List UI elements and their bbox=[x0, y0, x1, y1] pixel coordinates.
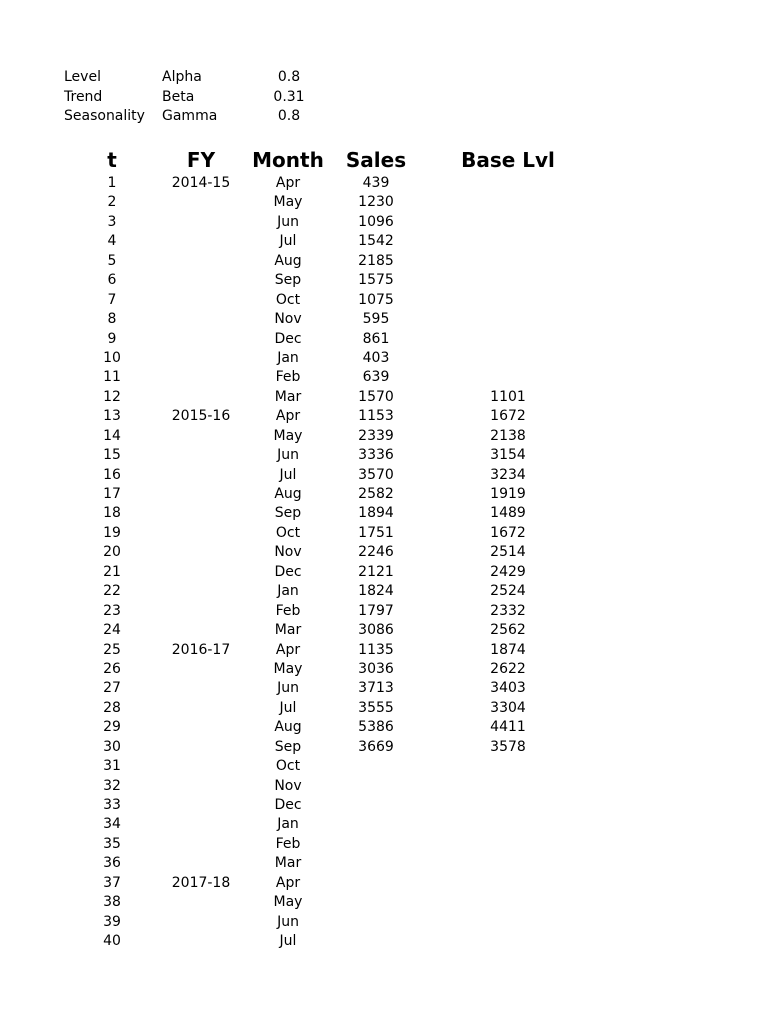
cell-month: May bbox=[273, 660, 303, 677]
cell-month: Nov bbox=[274, 544, 302, 561]
cell-sales: 1751 bbox=[358, 524, 394, 541]
cell-base-level: 2429 bbox=[490, 563, 526, 580]
cell-sales: 1570 bbox=[358, 388, 394, 405]
cell-t: 39 bbox=[103, 913, 121, 930]
table-row bbox=[0, 349, 768, 368]
parameter-symbol: Alpha bbox=[162, 69, 202, 85]
cell-sales: 1894 bbox=[358, 505, 394, 522]
cell-base-level: 1874 bbox=[490, 641, 526, 658]
cell-base-level: 1672 bbox=[490, 524, 526, 541]
cell-t: 27 bbox=[103, 680, 121, 697]
cell-sales: 2582 bbox=[358, 486, 394, 502]
cell-t: 40 bbox=[103, 933, 121, 950]
cell-month: Aug bbox=[274, 252, 302, 269]
cell-month: May bbox=[273, 427, 303, 444]
table-row bbox=[0, 563, 768, 582]
table-row bbox=[0, 252, 768, 271]
cell-base-level: 1489 bbox=[490, 505, 526, 522]
cell-month: Apr bbox=[275, 175, 301, 191]
cell-t: 11 bbox=[103, 369, 121, 386]
cell-month: Oct bbox=[275, 758, 301, 775]
cell-base-level: 2332 bbox=[490, 602, 526, 619]
cell-t: 21 bbox=[103, 563, 121, 580]
cell-month: Feb bbox=[275, 835, 301, 852]
cell-month: Aug bbox=[274, 719, 302, 736]
table-header bbox=[0, 147, 768, 173]
table-row bbox=[0, 368, 768, 387]
cell-month: Jul bbox=[279, 699, 297, 716]
cell-t: 8 bbox=[107, 311, 117, 328]
cell-t: 31 bbox=[103, 758, 121, 775]
cell-sales: 2246 bbox=[358, 544, 394, 561]
table-row bbox=[0, 718, 768, 737]
cell-month: Jul bbox=[279, 933, 297, 950]
cell-base-level: 2562 bbox=[490, 622, 526, 639]
table-row bbox=[0, 757, 768, 776]
table-row bbox=[0, 427, 768, 446]
table-row bbox=[0, 796, 768, 815]
cell-month: Apr bbox=[275, 408, 301, 425]
cell-sales: 439 bbox=[362, 175, 390, 191]
cell-t: 19 bbox=[103, 524, 121, 541]
cell-t: 6 bbox=[107, 272, 117, 289]
cell-fy: 2014-15 bbox=[171, 175, 231, 191]
cell-t: 32 bbox=[103, 777, 121, 794]
cell-sales: 2185 bbox=[358, 252, 394, 269]
cell-month: Jul bbox=[279, 466, 297, 483]
table-row bbox=[0, 602, 768, 621]
cell-base-level: 3154 bbox=[490, 447, 526, 464]
table-row bbox=[0, 582, 768, 601]
table-row bbox=[0, 893, 768, 912]
cell-t: 13 bbox=[103, 408, 121, 425]
table-row bbox=[0, 232, 768, 251]
cell-t: 29 bbox=[103, 719, 121, 736]
cell-sales: 1135 bbox=[358, 641, 394, 658]
parameter-symbol: Beta bbox=[162, 88, 195, 105]
cell-month: Jun bbox=[277, 913, 299, 930]
table-row bbox=[0, 543, 768, 562]
cell-sales: 1824 bbox=[358, 583, 394, 600]
table-row bbox=[0, 815, 768, 834]
cell-t: 22 bbox=[103, 583, 121, 600]
cell-t: 33 bbox=[103, 797, 121, 813]
cell-t: 1 bbox=[107, 175, 117, 191]
parameter-symbol: Gamma bbox=[162, 108, 218, 125]
cell-t: 35 bbox=[103, 835, 121, 852]
cell-month: Sep bbox=[274, 738, 302, 755]
cell-t: 26 bbox=[103, 660, 121, 677]
cell-t: 30 bbox=[103, 738, 121, 755]
table-row bbox=[0, 699, 768, 718]
cell-sales: 403 bbox=[362, 349, 390, 366]
cell-sales: 5386 bbox=[358, 719, 394, 736]
cell-month: Jan bbox=[277, 583, 299, 600]
table-row bbox=[0, 407, 768, 426]
cell-base-level: 2138 bbox=[490, 427, 526, 444]
table-row bbox=[0, 854, 768, 873]
cell-base-level: 4411 bbox=[490, 719, 526, 736]
cell-month: Dec bbox=[274, 797, 302, 813]
table-row bbox=[0, 738, 768, 757]
table-row bbox=[0, 932, 768, 951]
column-header-base-level: Base Lvl bbox=[461, 148, 555, 172]
cell-t: 23 bbox=[103, 602, 121, 619]
cell-t: 3 bbox=[107, 213, 117, 230]
cell-month: Mar bbox=[274, 388, 302, 405]
cell-fy: 2016-17 bbox=[171, 641, 231, 658]
parameter-value: 0.31 bbox=[273, 88, 305, 105]
cell-month: Jan bbox=[277, 816, 299, 833]
cell-t: 38 bbox=[103, 894, 121, 911]
table-row bbox=[0, 213, 768, 232]
cell-base-level: 1672 bbox=[490, 408, 526, 425]
cell-t: 20 bbox=[103, 544, 121, 561]
cell-month: Jun bbox=[277, 447, 299, 464]
cell-sales: 1230 bbox=[358, 194, 394, 211]
cell-month: Dec bbox=[274, 563, 302, 580]
table-row bbox=[0, 271, 768, 290]
cell-fy: 2015-16 bbox=[171, 408, 231, 425]
table-row bbox=[0, 660, 768, 679]
table-row bbox=[0, 193, 768, 212]
cell-base-level: 2622 bbox=[490, 660, 526, 677]
cell-sales: 1096 bbox=[358, 213, 394, 230]
cell-sales: 3669 bbox=[358, 738, 394, 755]
parameter-value: 0.8 bbox=[277, 108, 301, 125]
cell-sales: 1575 bbox=[358, 272, 394, 289]
table-row bbox=[0, 641, 768, 660]
cell-t: 5 bbox=[107, 252, 117, 269]
table-row bbox=[0, 291, 768, 310]
cell-month: Apr bbox=[275, 874, 301, 891]
cell-base-level: 3234 bbox=[490, 466, 526, 483]
cell-t: 17 bbox=[103, 486, 121, 502]
table-row bbox=[0, 874, 768, 893]
table-row bbox=[0, 679, 768, 698]
cell-base-level: 1919 bbox=[490, 486, 526, 502]
parameter-name: Seasonality bbox=[64, 108, 145, 125]
cell-month: Jun bbox=[277, 680, 299, 697]
cell-month: Nov bbox=[274, 777, 302, 794]
cell-t: 2 bbox=[107, 194, 117, 211]
cell-sales: 1797 bbox=[358, 602, 394, 619]
cell-base-level: 2524 bbox=[490, 583, 526, 600]
cell-sales: 1542 bbox=[358, 233, 394, 250]
cell-month: May bbox=[273, 194, 303, 211]
cell-sales: 3086 bbox=[358, 622, 394, 639]
cell-t: 28 bbox=[103, 699, 121, 716]
cell-base-level: 3403 bbox=[490, 680, 526, 697]
table-row bbox=[0, 330, 768, 349]
cell-month: Mar bbox=[274, 855, 302, 872]
cell-t: 4 bbox=[107, 233, 117, 250]
column-header-fy: FY bbox=[186, 148, 216, 172]
table-row bbox=[0, 310, 768, 329]
cell-base-level: 3304 bbox=[490, 699, 526, 716]
cell-month: Oct bbox=[275, 291, 301, 308]
cell-t: 15 bbox=[103, 447, 121, 464]
cell-sales: 3570 bbox=[358, 466, 394, 483]
cell-sales: 861 bbox=[362, 330, 390, 347]
column-header-sales: Sales bbox=[345, 148, 407, 172]
cell-base-level: 1101 bbox=[490, 388, 526, 405]
cell-sales: 2121 bbox=[358, 563, 394, 580]
cell-t: 7 bbox=[107, 291, 117, 308]
table-row bbox=[0, 777, 768, 796]
cell-month: Sep bbox=[274, 505, 302, 522]
cell-month: Oct bbox=[275, 524, 301, 541]
cell-sales: 3036 bbox=[358, 660, 394, 677]
cell-sales: 1153 bbox=[358, 408, 394, 425]
cell-month: Jun bbox=[277, 213, 299, 230]
cell-month: Jul bbox=[279, 233, 297, 250]
table-row bbox=[0, 174, 768, 193]
cell-sales: 595 bbox=[362, 311, 390, 328]
cell-sales: 2339 bbox=[358, 427, 394, 444]
cell-t: 34 bbox=[103, 816, 121, 833]
cell-month: Aug bbox=[274, 486, 302, 502]
cell-t: 9 bbox=[107, 330, 117, 347]
cell-month: May bbox=[273, 894, 303, 911]
cell-sales: 1075 bbox=[358, 291, 394, 308]
cell-month: Feb bbox=[275, 369, 301, 386]
cell-month: Jan bbox=[277, 349, 299, 366]
table-row bbox=[0, 913, 768, 932]
data-table bbox=[0, 174, 768, 952]
table-row bbox=[0, 388, 768, 407]
cell-t: 14 bbox=[103, 427, 121, 444]
table-row bbox=[0, 466, 768, 485]
table-row bbox=[0, 446, 768, 465]
parameter-name: Level bbox=[64, 69, 101, 85]
cell-base-level: 2514 bbox=[490, 544, 526, 561]
cell-month: Apr bbox=[275, 641, 301, 658]
cell-month: Dec bbox=[274, 330, 302, 347]
cell-sales: 639 bbox=[362, 369, 390, 386]
cell-month: Mar bbox=[274, 622, 302, 639]
cell-sales: 3713 bbox=[358, 680, 394, 697]
cell-fy: 2017-18 bbox=[171, 874, 231, 891]
cell-t: 24 bbox=[103, 622, 121, 639]
table-row bbox=[0, 621, 768, 640]
cell-sales: 3555 bbox=[358, 699, 394, 716]
table-row bbox=[0, 485, 768, 504]
cell-month: Nov bbox=[274, 311, 302, 328]
cell-base-level: 3578 bbox=[490, 738, 526, 755]
cell-t: 12 bbox=[103, 388, 121, 405]
cell-t: 16 bbox=[103, 466, 121, 483]
cell-month: Sep bbox=[274, 272, 302, 289]
parameter-value: 0.8 bbox=[277, 69, 301, 85]
cell-sales: 3336 bbox=[358, 447, 394, 464]
cell-t: 36 bbox=[103, 855, 121, 872]
cell-t: 37 bbox=[103, 874, 121, 891]
column-header-t: t bbox=[107, 148, 117, 172]
cell-month: Feb bbox=[275, 602, 301, 619]
table-row bbox=[0, 835, 768, 854]
parameter-name: Trend bbox=[64, 88, 103, 105]
cell-t: 25 bbox=[103, 641, 121, 658]
cell-t: 10 bbox=[103, 349, 121, 366]
table-row bbox=[0, 524, 768, 543]
cell-t: 18 bbox=[103, 505, 121, 522]
table-row bbox=[0, 504, 768, 523]
column-header-month: Month bbox=[252, 148, 324, 172]
